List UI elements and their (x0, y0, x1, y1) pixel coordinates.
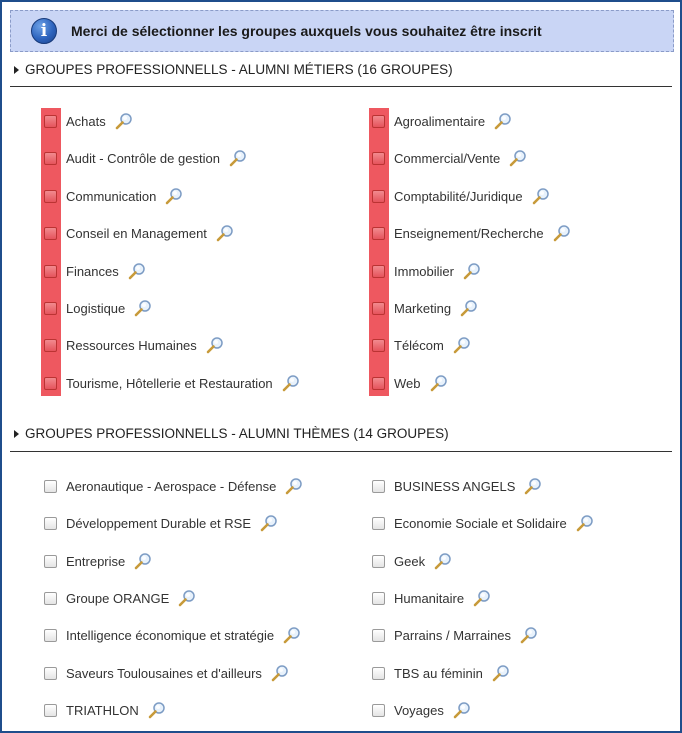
group-checkbox[interactable] (372, 592, 385, 605)
group-label[interactable]: Intelligence économique et stratégie (66, 627, 275, 643)
triangle-right-icon (14, 430, 19, 438)
group-checkbox[interactable] (372, 265, 385, 278)
group-checkbox[interactable] (44, 555, 57, 568)
section-header[interactable] (14, 426, 449, 441)
magnifier-icon[interactable] (524, 477, 542, 495)
magnifier-icon[interactable] (134, 552, 152, 570)
group-option[interactable] (44, 224, 234, 242)
group-option[interactable] (44, 187, 183, 205)
group-checkbox[interactable] (372, 629, 385, 642)
group-option[interactable] (44, 336, 224, 354)
group-option[interactable] (372, 374, 448, 392)
group-checkbox[interactable] (44, 227, 57, 240)
group-checkbox[interactable] (372, 480, 385, 493)
magnifier-icon[interactable] (576, 514, 594, 532)
group-checkbox[interactable] (44, 190, 57, 203)
group-option[interactable] (372, 336, 471, 354)
group-option[interactable] (44, 149, 247, 167)
group-label[interactable]: Entreprise (66, 553, 126, 569)
group-checkbox[interactable] (44, 265, 57, 278)
magnifier-icon[interactable] (283, 626, 301, 644)
group-option[interactable] (44, 262, 146, 280)
group-checkbox[interactable] (44, 592, 57, 605)
group-label[interactable]: Ressources Humaines (66, 337, 197, 353)
group-option[interactable] (372, 299, 478, 317)
group-option[interactable] (372, 701, 471, 719)
group-label[interactable]: Immobilier (394, 263, 454, 279)
magnifier-icon[interactable] (532, 187, 550, 205)
group-option[interactable] (372, 112, 512, 130)
magnifier-icon[interactable] (178, 589, 196, 607)
group-checkbox[interactable] (372, 227, 385, 240)
group-label[interactable]: Audit - Contrôle de gestion (66, 150, 220, 166)
group-checkbox[interactable] (372, 377, 385, 390)
magnifier-icon[interactable] (282, 374, 300, 392)
magnifier-icon[interactable] (206, 336, 224, 354)
magnifier-icon[interactable] (453, 336, 471, 354)
group-option[interactable] (372, 514, 594, 532)
group-checkbox[interactable] (44, 115, 57, 128)
group-label[interactable]: BUSINESS ANGELS (394, 478, 516, 494)
info-icon: i (31, 18, 57, 44)
group-label[interactable]: Parrains / Marraines (394, 627, 512, 643)
group-label[interactable]: Finances (66, 263, 119, 279)
group-label[interactable]: Enseignement/Recherche (394, 225, 544, 241)
group-option[interactable] (372, 262, 481, 280)
group-checkbox[interactable] (372, 555, 385, 568)
group-option[interactable] (44, 664, 289, 682)
magnifier-icon[interactable] (492, 664, 510, 682)
section-title: GROUPES PROFESSIONNELLS - ALUMNI THÈMES (14 GROUPES) (25, 426, 449, 441)
section-divider (10, 451, 672, 452)
group-label[interactable]: Groupe ORANGE (66, 590, 170, 606)
info-banner (10, 10, 674, 52)
magnifier-icon[interactable] (509, 149, 527, 167)
group-label[interactable]: Comptabilité/Juridique (394, 188, 523, 204)
group-label[interactable]: Tourisme, Hôtellerie et Restauration (66, 375, 273, 391)
group-option[interactable] (44, 477, 303, 495)
group-option[interactable] (44, 514, 278, 532)
group-option[interactable] (44, 299, 152, 317)
group-label[interactable]: Logistique (66, 300, 126, 316)
group-label[interactable]: Economie Sociale et Solidaire (394, 515, 567, 531)
group-checkbox[interactable] (44, 704, 57, 717)
group-checkbox[interactable] (372, 115, 385, 128)
group-checkbox[interactable] (44, 480, 57, 493)
group-label[interactable]: Marketing (394, 300, 452, 316)
group-label[interactable]: Geek (394, 553, 426, 569)
group-checkbox[interactable] (44, 152, 57, 165)
group-label[interactable]: TBS au féminin (394, 665, 483, 681)
magnifier-icon[interactable] (148, 701, 166, 719)
group-checkbox[interactable] (372, 302, 385, 315)
group-checkbox[interactable] (44, 667, 57, 680)
group-checkbox[interactable] (372, 152, 385, 165)
group-option[interactable] (372, 224, 571, 242)
magnifier-icon[interactable] (494, 112, 512, 130)
group-option[interactable] (372, 664, 510, 682)
magnifier-icon[interactable] (285, 477, 303, 495)
group-checkbox[interactable] (44, 302, 57, 315)
group-label[interactable]: Commercial/Vente (394, 150, 501, 166)
group-label[interactable]: Aeronautique - Aerospace - Défense (66, 478, 277, 494)
group-checkbox[interactable] (44, 629, 57, 642)
triangle-right-icon (14, 66, 19, 74)
group-label[interactable]: Développement Durable et RSE (66, 515, 251, 531)
info-text: Merci de sélectionner les groupes auxquels vous souhaitez être inscrit (71, 23, 542, 39)
section-title: GROUPES PROFESSIONNELLS - ALUMNI MÉTIERS (16 GROUPES) (25, 62, 453, 77)
section-header[interactable] (14, 62, 453, 77)
section-divider (10, 86, 672, 87)
group-checkbox[interactable] (372, 704, 385, 717)
magnifier-icon[interactable] (128, 262, 146, 280)
magnifier-icon[interactable] (460, 299, 478, 317)
magnifier-icon[interactable] (229, 149, 247, 167)
group-checkbox[interactable] (44, 517, 57, 530)
magnifier-icon[interactable] (271, 664, 289, 682)
group-option[interactable] (44, 374, 300, 392)
group-option[interactable] (372, 187, 550, 205)
group-option[interactable] (372, 626, 538, 644)
group-option[interactable] (44, 552, 152, 570)
group-label[interactable]: TRIATHLON (66, 702, 139, 718)
magnifier-icon[interactable] (134, 299, 152, 317)
group-option[interactable] (372, 552, 452, 570)
group-option[interactable] (44, 589, 196, 607)
magnifier-icon[interactable] (216, 224, 234, 242)
group-option[interactable] (44, 701, 166, 719)
group-label[interactable]: Communication (66, 188, 157, 204)
group-option[interactable] (372, 477, 542, 495)
magnifier-icon[interactable] (553, 224, 571, 242)
magnifier-icon[interactable] (165, 187, 183, 205)
group-checkbox[interactable] (372, 190, 385, 203)
magnifier-icon[interactable] (520, 626, 538, 644)
magnifier-icon[interactable] (434, 552, 452, 570)
group-label[interactable]: Humanitaire (394, 590, 465, 606)
magnifier-icon[interactable] (473, 589, 491, 607)
group-option[interactable] (44, 112, 133, 130)
group-checkbox[interactable] (372, 517, 385, 530)
group-option[interactable] (372, 589, 491, 607)
group-label[interactable]: Saveurs Toulousaines et d'ailleurs (66, 665, 262, 681)
group-label[interactable]: Agroalimentaire (394, 113, 486, 129)
group-label[interactable]: Achats (66, 113, 106, 129)
magnifier-icon[interactable] (463, 262, 481, 280)
group-label[interactable]: Web (394, 375, 421, 391)
magnifier-icon[interactable] (430, 374, 448, 392)
magnifier-icon[interactable] (260, 514, 278, 532)
group-checkbox[interactable] (44, 339, 57, 352)
group-option[interactable] (44, 626, 301, 644)
group-label[interactable]: Télécom (394, 337, 444, 353)
group-checkbox[interactable] (372, 667, 385, 680)
group-label[interactable]: Voyages (394, 702, 444, 718)
group-checkbox[interactable] (372, 339, 385, 352)
magnifier-icon[interactable] (453, 701, 471, 719)
magnifier-icon[interactable] (115, 112, 133, 130)
group-label[interactable]: Conseil en Management (66, 225, 207, 241)
group-option[interactable] (372, 149, 527, 167)
group-checkbox[interactable] (44, 377, 57, 390)
